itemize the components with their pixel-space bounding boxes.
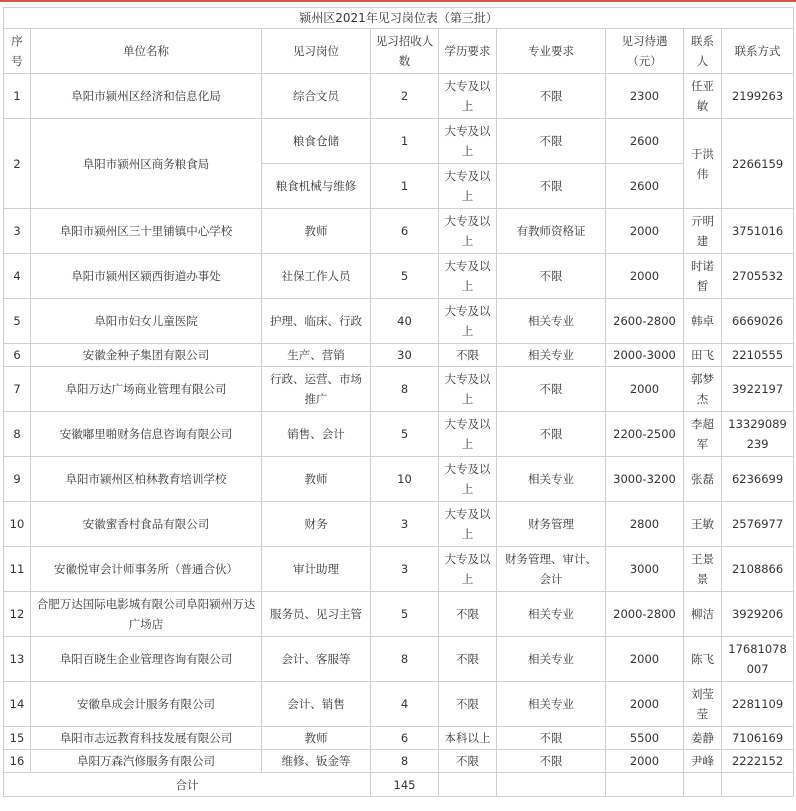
total-empty: [606, 773, 684, 797]
cell-seq: 11: [4, 547, 31, 592]
cell-contact: 刘莹莹: [684, 682, 722, 727]
cell-major: 相关专业: [497, 592, 606, 637]
total-row: [4, 773, 794, 797]
cell-seq: 13: [4, 637, 31, 682]
header-contact: 联系人: [684, 29, 722, 74]
cell-contact: 韩卓: [684, 299, 722, 344]
cell-unit: 阜阳市妇女儿童医院: [31, 299, 262, 344]
cell-position: 生产、营销: [262, 344, 371, 367]
cell-count: 1: [371, 119, 439, 164]
table-row: [4, 209, 794, 254]
cell-contact: 田飞: [684, 344, 722, 367]
cell-phone: 2199263: [722, 74, 794, 119]
cell-contact: 郭梦杰: [684, 367, 722, 412]
cell-unit: 合肥万达国际电影城有限公司阜阳颍州万达广场店: [31, 592, 262, 637]
header-edu: 学历要求: [439, 29, 497, 74]
cell-phone: 3922197: [722, 367, 794, 412]
cell-count: 2: [371, 74, 439, 119]
cell-phone: 2705532: [722, 254, 794, 299]
cell-phone: 7106169: [722, 727, 794, 750]
cell-contact: 亓明建: [684, 209, 722, 254]
cell-edu: 大专及以上: [439, 209, 497, 254]
cell-position: 审计助理: [262, 547, 371, 592]
cell-seq: 2: [4, 119, 31, 209]
cell-contact: 张磊: [684, 457, 722, 502]
cell-count: 8: [371, 750, 439, 773]
cell-phone: 17681078007: [722, 637, 794, 682]
cell-edu: 大专及以上: [439, 502, 497, 547]
cell-unit: 阜阳市颍州区经济和信息化局: [31, 74, 262, 119]
cell-major: 不限: [497, 74, 606, 119]
table-row: [4, 682, 794, 727]
cell-seq: 16: [4, 750, 31, 773]
cell-unit: 安徽蜜香村食品有限公司: [31, 502, 262, 547]
cell-unit: 阜阳百晓生企业管理咨询有限公司: [31, 637, 262, 682]
total-empty: [722, 773, 794, 797]
cell-edu: 大专及以上: [439, 119, 497, 164]
cell-major: 不限: [497, 119, 606, 164]
cell-contact: 王景景: [684, 547, 722, 592]
table-title: 颍州区2021年见习岗位表（第三批）: [4, 8, 794, 29]
cell-major: 相关专业: [497, 344, 606, 367]
cell-phone: 3751016: [722, 209, 794, 254]
cell-seq: 3: [4, 209, 31, 254]
cell-position: 社保工作人员: [262, 254, 371, 299]
total-empty: [684, 773, 722, 797]
cell-position: 综合文员: [262, 74, 371, 119]
cell-major: 相关专业: [497, 457, 606, 502]
cell-contact: 李超军: [684, 412, 722, 457]
cell-seq: 15: [4, 727, 31, 750]
cell-major: 相关专业: [497, 682, 606, 727]
cell-seq: 7: [4, 367, 31, 412]
cell-unit: 阜阳市颍州区颍西街道办事处: [31, 254, 262, 299]
table-row: [4, 750, 794, 773]
header-phone: 联系方式: [722, 29, 794, 74]
cell-pay: 2600: [606, 119, 684, 164]
header-count: 见习招收人数: [371, 29, 439, 74]
cell-count: 5: [371, 254, 439, 299]
cell-contact: 于洪伟: [684, 119, 722, 209]
cell-pay: 2200-2500: [606, 412, 684, 457]
cell-position: 教师: [262, 727, 371, 750]
cell-phone: 6669026: [722, 299, 794, 344]
cell-unit: 阜阳万达广场商业管理有限公司: [31, 367, 262, 412]
cell-position: 行政、运营、市场推广: [262, 367, 371, 412]
cell-count: 3: [371, 502, 439, 547]
header-seq: 序号: [4, 29, 31, 74]
total-label: 合计: [4, 773, 371, 797]
cell-phone: 3929206: [722, 592, 794, 637]
table-row: [4, 637, 794, 682]
header-row: [4, 29, 794, 74]
cell-contact: 尹峰: [684, 750, 722, 773]
cell-phone: 2281109: [722, 682, 794, 727]
total-empty: [439, 773, 497, 797]
cell-unit: 安徽阜成会计服务有限公司: [31, 682, 262, 727]
cell-edu: 大专及以上: [439, 547, 497, 592]
cell-pay: 2000: [606, 637, 684, 682]
cell-phone: 2576977: [722, 502, 794, 547]
cell-pay: 5500: [606, 727, 684, 750]
cell-pay: 2600: [606, 164, 684, 209]
cell-unit: 安徽金种子集团有限公司: [31, 344, 262, 367]
cell-major: 相关专业: [497, 299, 606, 344]
cell-pay: 2000: [606, 682, 684, 727]
cell-count: 3: [371, 547, 439, 592]
table-row: [4, 727, 794, 750]
cell-contact: 时诺皙: [684, 254, 722, 299]
cell-position: 教师: [262, 209, 371, 254]
cell-major: 财务管理、审计、会计: [497, 547, 606, 592]
cell-unit: 阜阳市志远教育科技发展有限公司: [31, 727, 262, 750]
cell-edu: 大专及以上: [439, 412, 497, 457]
cell-count: 10: [371, 457, 439, 502]
cell-edu: 不限: [439, 637, 497, 682]
cell-edu: 不限: [439, 592, 497, 637]
cell-unit: 阜阳市颍州区柏林教育培训学校: [31, 457, 262, 502]
cell-pay: 2000-3000: [606, 344, 684, 367]
cell-pay: 2000: [606, 750, 684, 773]
cell-position: 销售、会计: [262, 412, 371, 457]
cell-phone: 13329089239: [722, 412, 794, 457]
cell-count: 8: [371, 637, 439, 682]
cell-unit: 安徽悦审会计师事务所（普通合伙）: [31, 547, 262, 592]
cell-major: 有教师资格证: [497, 209, 606, 254]
cell-count: 6: [371, 209, 439, 254]
cell-contact: 王敏: [684, 502, 722, 547]
cell-major: 不限: [497, 727, 606, 750]
cell-pay: 2600-2800: [606, 299, 684, 344]
cell-unit: 安徽嘟里啪财务信息咨询有限公司: [31, 412, 262, 457]
cell-pay: 3000-3200: [606, 457, 684, 502]
cell-edu: 不限: [439, 344, 497, 367]
total-empty: [497, 773, 606, 797]
table-row: [4, 547, 794, 592]
cell-pay: 3000: [606, 547, 684, 592]
cell-contact: 柳洁: [684, 592, 722, 637]
cell-edu: 大专及以上: [439, 457, 497, 502]
cell-count: 30: [371, 344, 439, 367]
cell-position: 粮食仓储: [262, 119, 371, 164]
cell-edu: 本科以上: [439, 727, 497, 750]
cell-contact: 任亚敏: [684, 74, 722, 119]
cell-count: 5: [371, 592, 439, 637]
cell-unit: 阜阳市颍州区三十里铺镇中心学校: [31, 209, 262, 254]
cell-major: 不限: [497, 254, 606, 299]
cell-count: 40: [371, 299, 439, 344]
cell-major: 不限: [497, 412, 606, 457]
cell-edu: 大专及以上: [439, 164, 497, 209]
top-accent-line: [0, 0, 796, 2]
cell-position: 服务员、见习主管: [262, 592, 371, 637]
cell-seq: 9: [4, 457, 31, 502]
cell-pay: 2000: [606, 367, 684, 412]
cell-seq: 12: [4, 592, 31, 637]
cell-pay: 2000: [606, 209, 684, 254]
cell-count: 1: [371, 164, 439, 209]
cell-edu: 大专及以上: [439, 367, 497, 412]
cell-phone: 2210555: [722, 344, 794, 367]
cell-pay: 2300: [606, 74, 684, 119]
table-row: [4, 119, 794, 164]
cell-count: 5: [371, 412, 439, 457]
cell-position: 会计、客服等: [262, 637, 371, 682]
cell-position: 粮食机械与维修: [262, 164, 371, 209]
table-row: [4, 502, 794, 547]
cell-major: 不限: [497, 750, 606, 773]
cell-major: 相关专业: [497, 637, 606, 682]
table-row: [4, 367, 794, 412]
cell-pay: 2800: [606, 502, 684, 547]
cell-seq: 10: [4, 502, 31, 547]
cell-unit: 阜阳万森汽修服务有限公司: [31, 750, 262, 773]
cell-edu: 大专及以上: [439, 74, 497, 119]
cell-contact: 陈飞: [684, 637, 722, 682]
cell-pay: 2000-2800: [606, 592, 684, 637]
cell-position: 护理、临床、行政: [262, 299, 371, 344]
table-row: [4, 412, 794, 457]
cell-seq: 1: [4, 74, 31, 119]
cell-position: 维修、钣金等: [262, 750, 371, 773]
total-count: 145: [371, 773, 439, 797]
cell-major: 不限: [497, 164, 606, 209]
cell-position: 财务: [262, 502, 371, 547]
cell-major: 不限: [497, 367, 606, 412]
cell-major: 财务管理: [497, 502, 606, 547]
cell-seq: 5: [4, 299, 31, 344]
header-unit: 单位名称: [31, 29, 262, 74]
header-major: 专业要求: [497, 29, 606, 74]
cell-seq: 8: [4, 412, 31, 457]
cell-seq: 6: [4, 344, 31, 367]
header-pay: 见习待遇（元）: [606, 29, 684, 74]
header-position: 见习岗位: [262, 29, 371, 74]
cell-phone: 2222152: [722, 750, 794, 773]
cell-phone: 2108866: [722, 547, 794, 592]
table-row: [4, 344, 794, 367]
table-row: [4, 254, 794, 299]
cell-phone: 6236699: [722, 457, 794, 502]
cell-seq: 4: [4, 254, 31, 299]
cell-edu: 不限: [439, 682, 497, 727]
table-row: [4, 457, 794, 502]
cell-edu: 大专及以上: [439, 254, 497, 299]
cell-position: 会计、销售: [262, 682, 371, 727]
cell-edu: 大专及以上: [439, 299, 497, 344]
cell-phone: 2266159: [722, 119, 794, 209]
table-row: [4, 74, 794, 119]
cell-unit: 阜阳市颍州区商务粮食局: [31, 119, 262, 209]
cell-edu: 不限: [439, 750, 497, 773]
cell-count: 4: [371, 682, 439, 727]
table-row: [4, 299, 794, 344]
internship-positions-table: [3, 7, 794, 797]
cell-pay: 2000: [606, 254, 684, 299]
cell-seq: 14: [4, 682, 31, 727]
cell-count: 8: [371, 367, 439, 412]
table-row: [4, 592, 794, 637]
cell-contact: 姜静: [684, 727, 722, 750]
cell-count: 6: [371, 727, 439, 750]
cell-position: 教师: [262, 457, 371, 502]
